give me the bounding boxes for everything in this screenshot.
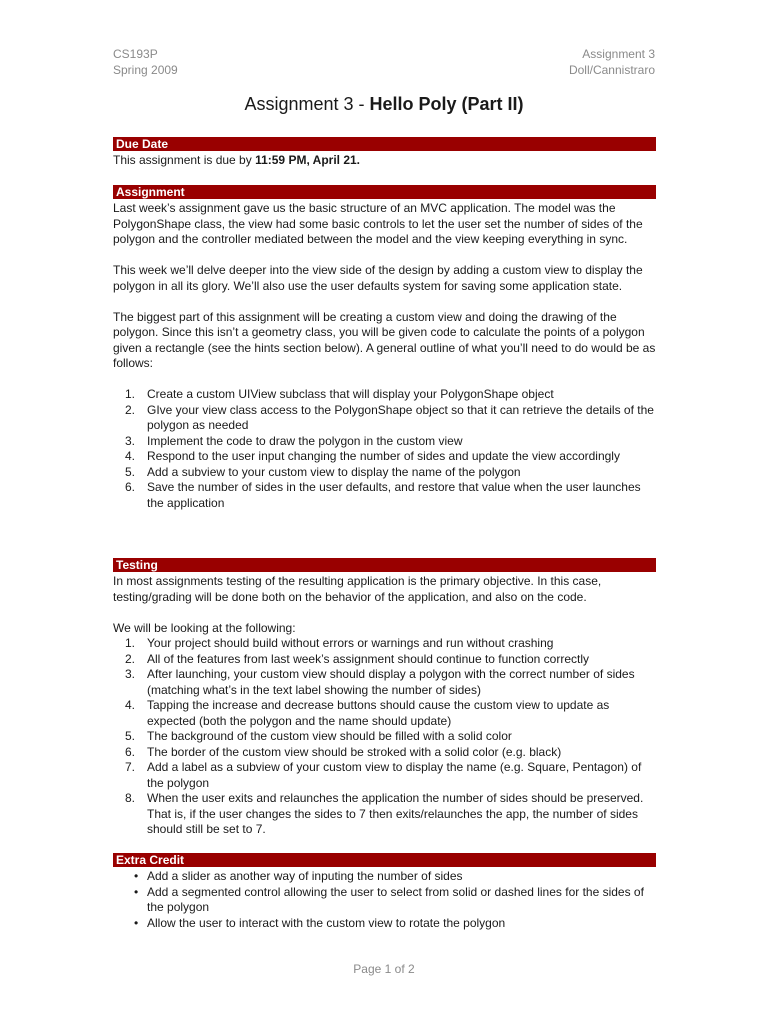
- list-item: 3. After launching, your custom view should display a polygon with the correct number of sides (matching what’s in the text label showing the number of sides): [125, 667, 635, 697]
- extra-credit-section: [113, 853, 656, 931]
- testing-section: [113, 558, 656, 838]
- list-item: • Allow the user to interact with the custom view to rotate the polygon: [134, 915, 506, 930]
- course-code: CS193P: [113, 47, 158, 61]
- assignment-paragraph-3: The biggest part of this assignment will be creating a custom view and doing the drawing of the polygon. Since this isn’t a geometry class, you will be given code to calculate the points of a polygon given a rectangle (see the hints section below). A general outline of what you’ll need to do would be as follows:: [113, 309, 656, 370]
- list-item: • Add a segmented control allowing the user to select from solid or dashed lines for the sides of the polygon: [134, 884, 644, 914]
- header-right: [569, 46, 655, 78]
- list-item: 6. The border of the custom view should be stroked with a solid color (e.g. black): [125, 744, 562, 759]
- page-number: Page 1 of 2: [353, 962, 415, 976]
- title-prefix: Assignment 3 -: [244, 94, 370, 114]
- assignment-steps: [113, 387, 656, 511]
- assignment-heading: Assignment: [113, 185, 656, 199]
- testing-intro: In most assignments testing of the resulting application is the primary objective. In this case, testing/grading will be done both on the behavior of the application, and also on the code.: [113, 574, 602, 604]
- testing-heading: Testing: [113, 558, 656, 572]
- title-main: Hello Poly (Part II): [369, 94, 524, 114]
- due-date-section: [113, 137, 656, 169]
- due-date-lead: This assignment is due by: [113, 153, 256, 167]
- due-date-deadline: 11:59 PM, April 21.: [255, 153, 361, 167]
- testing-criteria: [113, 636, 656, 838]
- list-item: 4. Tapping the increase and decrease buttons should cause the custom view to update as expected (both the polygon and the name should update): [125, 698, 610, 728]
- list-item: 2. All of the features from last week’s assignment should continue to function correctly: [125, 651, 590, 666]
- list-item: 5. Add a subview to your custom view to display the name of the polygon: [125, 464, 521, 479]
- list-item: • Add a slider as another way of inputing the number of sides: [134, 869, 463, 883]
- list-item: 3. Implement the code to draw the polygon in the custom view: [125, 433, 463, 448]
- list-item: 4. Respond to the user input changing the number of sides and update the view accordingly: [125, 449, 620, 463]
- assignment-paragraph-2: This week we’ll delve deeper into the view side of the design by adding a custom view to display the polygon in all its glory. We’ll also use the user defaults system for saving some application state.: [113, 263, 643, 293]
- page-title: [0, 92, 768, 116]
- due-date-heading: Due Date: [113, 137, 656, 151]
- course-term: Spring 2009: [113, 63, 178, 77]
- list-item: 5. The background of the custom view should be filled with a solid color: [125, 729, 512, 743]
- assignment-section: [113, 185, 656, 511]
- extra-credit-heading: Extra Credit: [113, 853, 656, 867]
- list-item: 6. Save the number of sides in the user defaults, and restore that value when the user launches the application: [125, 480, 641, 510]
- authors: Doll/Cannistraro: [568, 63, 655, 77]
- header-left: [113, 46, 178, 78]
- list-item: 1. Your project should build without errors or warnings and run without crashing: [125, 636, 554, 650]
- assignment-paragraph-1: Last week’s assignment gave us the basic structure of an MVC application. The model was the PolygonShape class, the view had some basic controls to let the user set the number of sides of the polygon and the controller mediated between the model and the view keeping everything in sync.: [113, 201, 643, 246]
- assignment-number: Assignment 3: [582, 47, 655, 61]
- due-date-text: [113, 153, 656, 169]
- list-item: 1. Create a custom UIView subclass that will display your PolygonShape object: [125, 387, 554, 401]
- list-item: 8. When the user exits and relaunches the application the number of sides should be preserved. That is, if the user changes the sides to 7 then exits/relaunches the app, the number of sides should still be set to 7.: [125, 791, 644, 836]
- testing-lead: We will be looking at the following:: [113, 620, 296, 635]
- extra-credit-list: [113, 869, 656, 931]
- list-item: 2. GIve your view class access to the PolygonShape object so that it can retrieve the details of the polygon as needed: [125, 402, 654, 432]
- list-item: 7. Add a label as a subview of your custom view to display the name (e.g. Square, Pentagon) of the polygon: [125, 760, 642, 790]
